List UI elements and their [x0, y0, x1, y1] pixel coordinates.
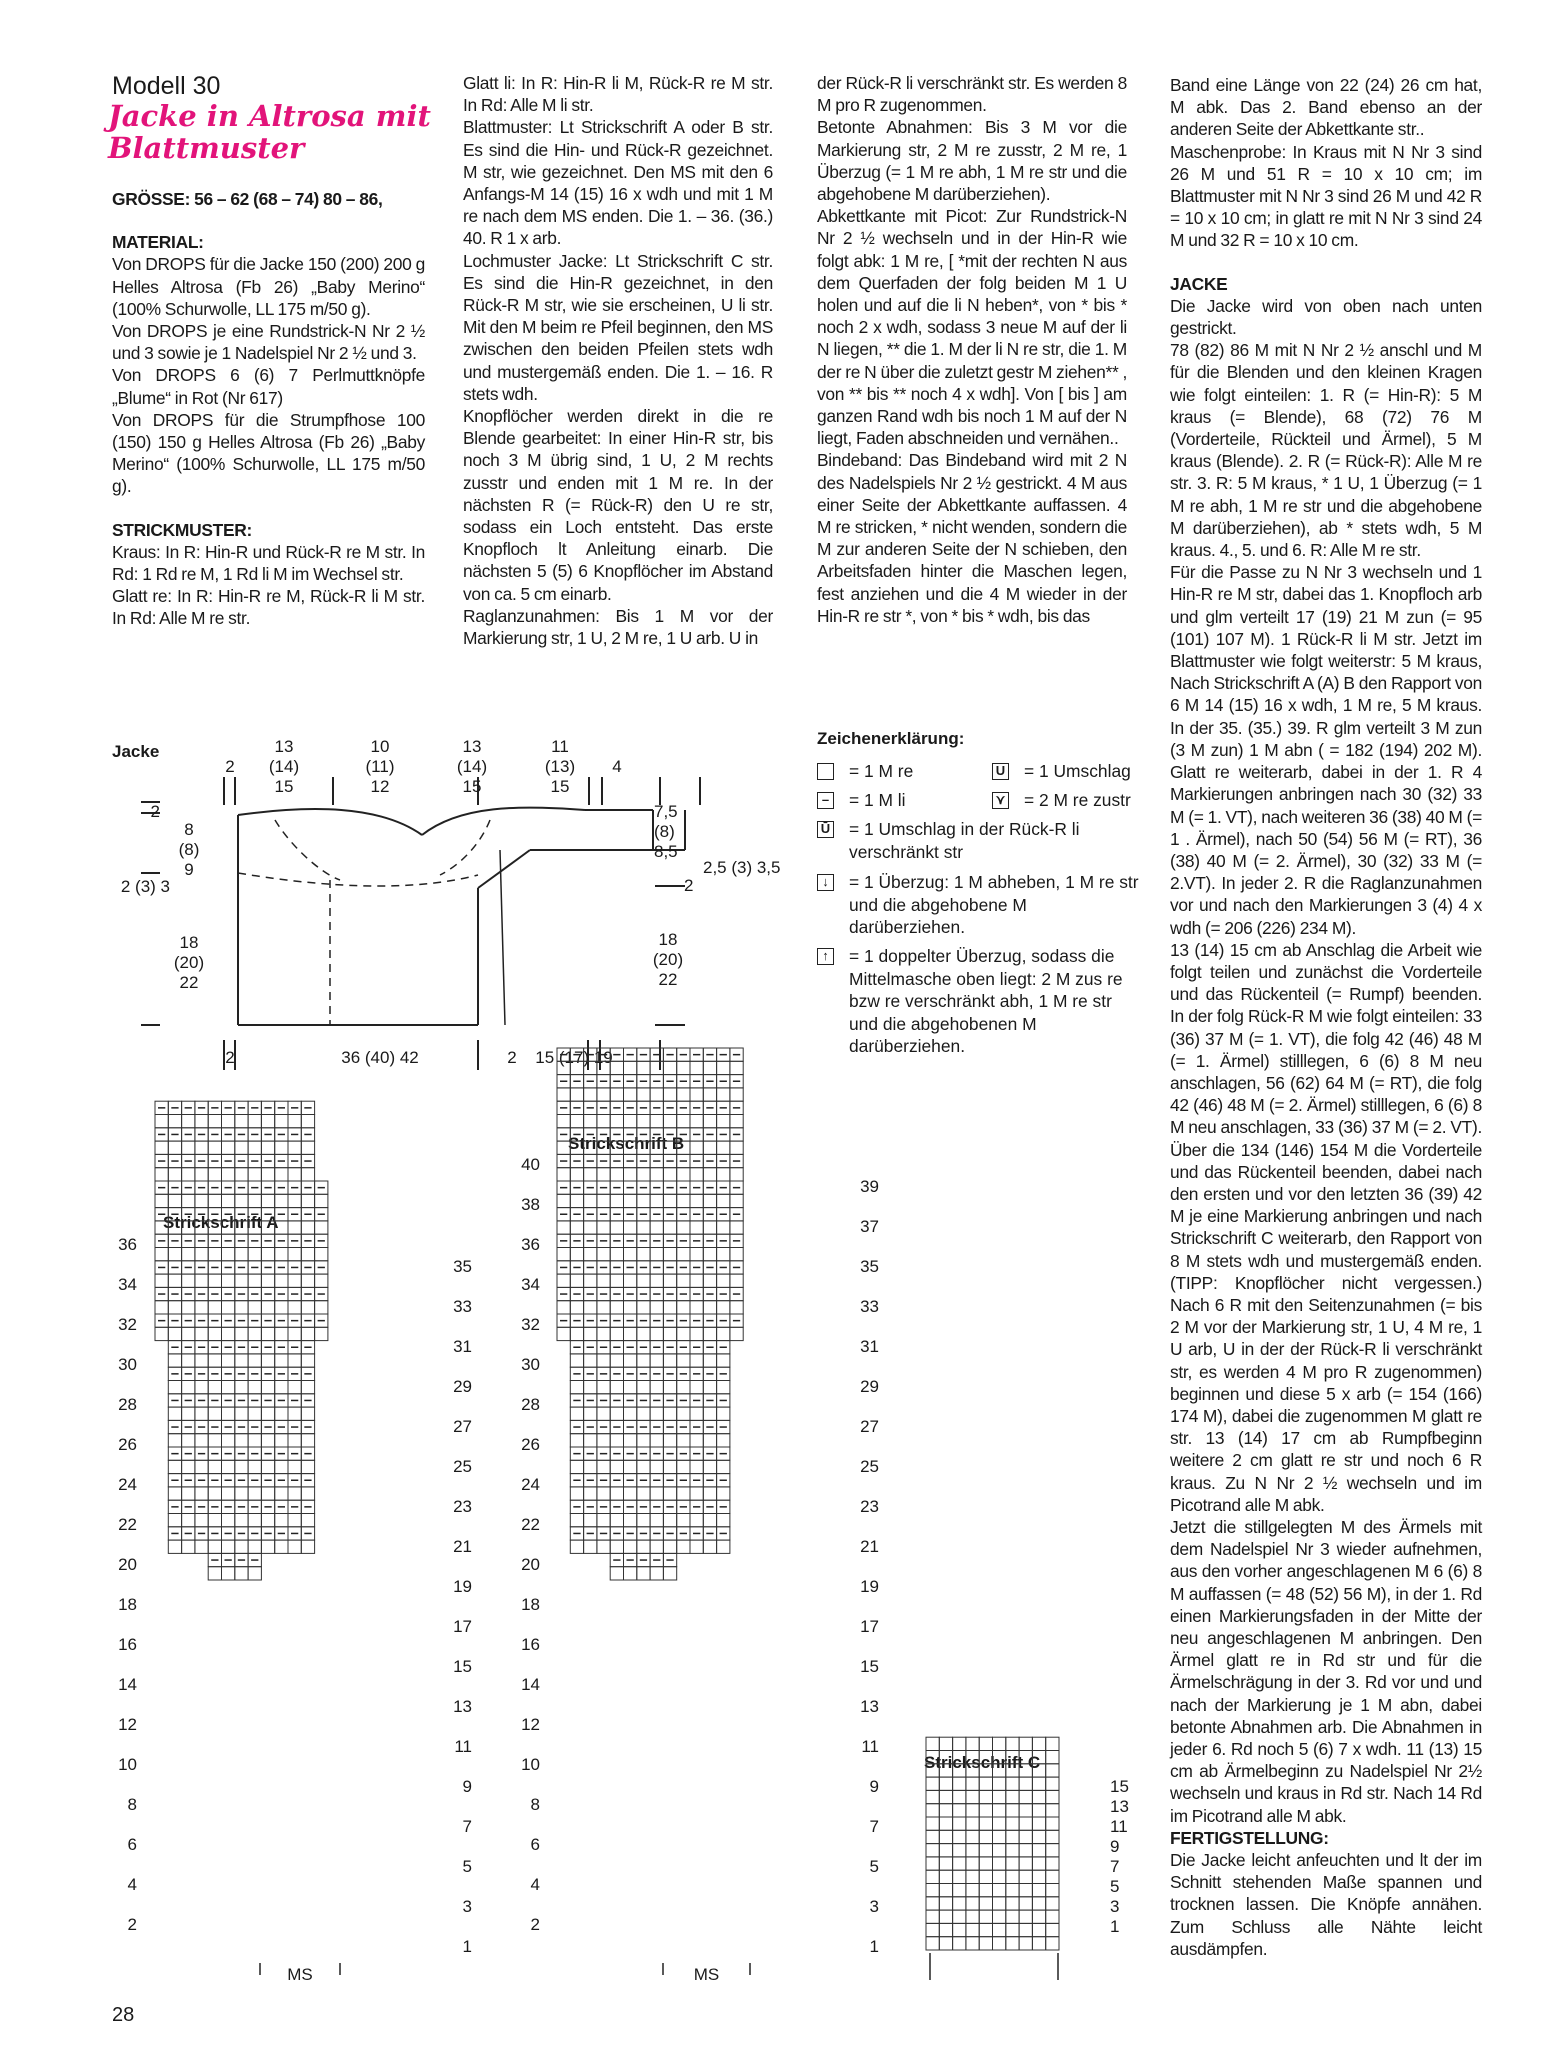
paragraph: Von DROPS für die Strumpfhose 100 (150) 150 g Helles Altrosa (Fb 26) „Baby Merino“ (100% Schurwolle, LL 175 m/50 g). [112, 409, 425, 497]
chart-row-number: 40 [521, 1155, 540, 1174]
chart-row-number: 32 [521, 1315, 540, 1334]
chart-row-number: 25 [453, 1457, 472, 1476]
legend-item-text: = 1 Umschlag in der Rück-R li verschränkt str [849, 819, 1080, 862]
paragraph: Bindeband: Das Bindeband wird mit 2 N des Nadelspiels Nr 2 ½ gestrickt. 4 M aus einer Seite der Abkettkante auffassen. 4 M re stricken, * nicht wenden, sondern die M zur anderen Seite der N schieben, den Arbeitsfaden hinter die Maschen legen, fest anziehen und die 4 M wieder in der Hin-R re str *, von * bis * wdh, bis das [817, 450, 1127, 626]
measurement-label: 2 [684, 876, 694, 895]
ms-label: MS [287, 1965, 313, 1984]
paragraph: Abkettkante mit Picot: Zur Rundstrick-N Nr 2 ½ wechseln und in der Hin-R wie folgt abk: 1 M re, [ *mit der rechten N aus dem Querfaden der folg beiden M 1 U holen und auf die li N heben*, von * bis * noch 2 x wdh, sodass 3 neue M auf der li N liegen, ** die 1. M der li N re str, die 1. M der re N über die zuletzt gestr M ziehen** , von ** bis ** noch 4 x wdh]. Von [ bis ] am ganzen Rand wdh bis noch 1 M auf der N liegt, Faden abschneiden und vernähen.. [817, 206, 1127, 449]
model-number: Modell 30 [112, 72, 221, 100]
paragraph: Glatt re: In R: Hin-R re M, Rück-R li M str. In Rd: Alle M re str. [112, 586, 425, 629]
chart-row-number: 38 [521, 1195, 540, 1214]
chart-row-number: 33 [453, 1297, 472, 1316]
chart-a-title: Strickschrift A [163, 1213, 279, 1232]
chart-row-number: 33 [860, 1297, 879, 1316]
chart-row-number: 7 [869, 1817, 879, 1836]
chart-row-number: 35 [860, 1257, 879, 1276]
chart-row-number: 19 [860, 1577, 879, 1596]
legend-item-text: = 1 Überzug: 1 M abheben, 1 M re str und die abgehobene M darüberziehen. [849, 872, 1139, 937]
paragraph: STRICKMUSTER: [112, 519, 253, 540]
measurement-label: 10 (11) 12 [365, 737, 395, 796]
chart-row-number: 14 [521, 1675, 540, 1694]
chart-row-number: 32 [118, 1315, 137, 1334]
paragraph: der Rück-R li verschränkt str. Es werden 8 M pro R zugenommen. [817, 73, 1127, 116]
chart-row-number: 12 [118, 1715, 137, 1734]
title-line-2: Blattmuster [108, 131, 305, 165]
paragraph: Von DROPS für die Jacke 150 (200) 200 g Helles Altrosa (Fb 26) „Baby Merino“ (100% Schurwolle, LL 175 m/50 g). [112, 254, 425, 319]
chart-row-number: 5 [1110, 1877, 1120, 1896]
chart-row-number: 9 [869, 1777, 879, 1796]
chart-row-number: 26 [521, 1435, 540, 1454]
chart-row-number: 1 [1110, 1917, 1120, 1936]
chart-c-grid [926, 1737, 1059, 1950]
chart-row-number: 11 [861, 1737, 879, 1756]
measurement-label: 13 (14) 15 [456, 737, 488, 796]
paragraph: FERTIGSTELLUNG: [1170, 1827, 1329, 1848]
chart-row-number: 29 [453, 1377, 472, 1396]
paragraph: 78 (82) 86 M mit N Nr 2 ½ anschl und M für die Blenden und den kleinen Kragen wie folgt einteilen: 1. R (= Hin-R): 5 M kraus (= Blende), 68 (72) 76 M (Vorderteile, Rückteil und Ärmel), 5 M kraus (Blende). 2. R (= Rück-R): Alle M re str. 3. R: 5 M kraus, * 1 U, 1 Überzug (= 1 M re abh, 1 M re str und die abgehobene M darüberziehen), ab * stets wdh, 5 M kraus. 4., 5. und 6. R: Alle M re str. [1170, 340, 1482, 561]
paragraph: Von DROPS 6 (6) 7 Perlmuttknöpfe „Blume“ in Rot (Nr 617) [112, 365, 425, 408]
paragraph: GRÖSSE: 56 – 62 (68 – 74) 80 – 86, [112, 189, 383, 209]
chart-row-number: 15 [453, 1657, 472, 1676]
chart-row-number: 27 [860, 1417, 879, 1436]
chart-row-number: 23 [860, 1497, 879, 1516]
measurement-label: 4 [612, 757, 622, 776]
chart-row-number: 14 [118, 1675, 137, 1694]
measurement-label: 13 (14) 15 [268, 737, 300, 796]
chart-row-number: 7 [1110, 1857, 1120, 1876]
measurement-label: 2 [507, 1048, 517, 1067]
chart-row-number: 17 [453, 1617, 472, 1636]
chart-row-number: 7 [462, 1817, 472, 1836]
chart-row-number: 18 [118, 1595, 137, 1614]
measurement-label: 2 [225, 757, 235, 776]
chart-row-number: 25 [860, 1457, 879, 1476]
measurement-label: 36 (40) 42 [341, 1048, 419, 1067]
chart-row-number: 11 [454, 1737, 472, 1756]
measurement-label: 18 (20) 22 [173, 933, 205, 992]
chart-row-number: 16 [118, 1635, 137, 1654]
chart-row-number: 13 [453, 1697, 472, 1716]
chart-row-number: 6 [530, 1835, 540, 1854]
chart-row-number: 12 [521, 1715, 540, 1734]
chart-row-number: 26 [118, 1435, 137, 1454]
paragraph: Für die Passe zu N Nr 3 wechseln und 1 Hin-R re M str, dabei das 1. Knopfloch arb und glm verteilt 17 (19) 21 M zun (= 95 (101) 107 M). 1 Rück-R li M str. Jetzt im Blattmuster wie folgt weiterstr: 5 M kraus, Nach Strickschrift A (A) B den Rapport von 6 M 14 (15) 16 x wdh, 1 M re, 5 M kraus. In der 35. (35.) 39. R glm verteilt 3 M zun (3 M zun) 1 M abn ( = 182 (194) 202 M). Glatt re weiterarb, dabei in der 1. R 4 Markierungen anbringen nach 30 (32) 33 M (= 1. VT), nach weiteren 36 (38) 40 M (= 1 . Ärmel), nach 50 (54) 56 M (= RT), 36 (38) 40 M (= 2. Ärmel), 30 (32) 33 M (= 2.VT). In jeder 2. R die Raglanzunahmen vor und nach den Markierungen 3 (4) 4 x wdh (= 206 (226) 234 M). [1170, 562, 1482, 938]
paragraph: 13 (14) 15 cm ab Anschlag die Arbeit wie folgt teilen und zunächst die Vorderteile und das Rückenteil (= Rumpf) beenden. In der folg Rück-R M wie folgt einteilen: 33 (36) 37 M (= 1. VT), die folg 42 (46) 48 M (= 1. Ärmel) stilllegen, 6 (6) 8 M neu anschlagen, 56 (62) 64 M (= RT), die folg 42 (46) 48 M (= 2. Ärmel) stilllegen, 6 (6) 8 M neu anschlagen, 33 (36) 37 M (= 2. VT). Über die 134 (146) 154 M die Vorderteile und das Rückenteil beenden, dabei nach den ersten und vor den letzten 36 (39) 42 M je eine Markierung anbringen und nach Strickschrift C weiterarb, den Rapport von 8 M stets wdh und mustergemäß enden. (TIPP: Knopflöcher nicht vergessen.) Nach 6 R mit den Seitenzunahmen (= bis 2 M vor der Markierung str, 1 U, 4 M re, 1 U arb, U in der der Rück-R li verschränkt str, es werden 4 M pro R zugenommen) beginnen und diese 5 x arb (= 154 (166) 174 M), dabei die zugenommen M glatt re str. 13 (14) 17 cm ab Rumpfbeginn weitere 2 cm glatt re str und noch 6 R kraus. Zu N Nr 2 ½ wechseln und im Picotrand alle M abk. [1170, 939, 1482, 1515]
chart-row-number: 15 [860, 1657, 879, 1676]
paragraph: Die Jacke leicht anfeuchten und lt der im Schnitt stehenden Maße spannen und trocknen lassen. Die Knöpfe annähen. Zum Schluss alle Nähte leicht ausdämpfen. [1170, 1850, 1482, 1959]
chart-row-number: 6 [127, 1835, 137, 1854]
chart-row-number: 21 [453, 1537, 472, 1556]
title-line-1: Jacke in Altrosa mit [108, 99, 431, 133]
measurement-label: 18 (20) 22 [652, 930, 684, 989]
chart-row-number: 29 [860, 1377, 879, 1396]
ms-label: MS [693, 1965, 720, 1984]
paragraph: Lochmuster Jacke: Lt Strickschrift C str. Es sind die Hin-R gezeichnet, in den Rück-R M str, wie sie erscheinen, U li str. Mit den M beim re Pfeil beginnen, den MS zwischen den beiden Pfeilen stets wdh und mustergemäß enden. Die 1. – 16. R stets wdh. [463, 250, 773, 404]
chart-row-number: 28 [521, 1395, 540, 1414]
chart-row-number: 5 [869, 1857, 879, 1876]
legend-item-text: = 1 M li [849, 790, 906, 810]
chart-row-number: 10 [118, 1755, 137, 1774]
measurement-label: 2 (3) 3 [120, 877, 170, 896]
chart-row-number: 23 [453, 1497, 472, 1516]
chart-row-number: 3 [1110, 1897, 1120, 1916]
legend-item-text: = 1 doppelter Überzug, sodass die Mittelmasche oben liegt: 2 M zus re bzw re verschränkt abh, 1 M re str und die abgehobenen M darüberziehen. [849, 946, 1123, 1056]
legend-item-text: = 1 Umschlag [1024, 761, 1131, 781]
chart-row-number: 28 [118, 1395, 137, 1414]
chart-row-number: 2 [530, 1915, 540, 1934]
u-square-icon: U [992, 763, 1009, 780]
knit2tog-square-icon: ⋎ [992, 792, 1009, 809]
twisted-u-square-icon: Ū [817, 821, 834, 838]
chart-row-number: 31 [453, 1337, 472, 1356]
chart-row-number: 17 [860, 1617, 879, 1636]
paragraph: Knopflöcher werden direkt in die re Blende gearbeitet: In einer Hin-R str, bis noch 3 M übrig sind, 1 U, 2 M rechts zusstr und enden mit 1 M re. In der nächsten R (= Rück-R) den U re str, sodass ein Loch entsteht. Das erste Knopfloch lt Anleitung einarb. Die nächsten 5 (5) 6 Knopflöcher im Abstand von ca. 5 cm einarb. [463, 406, 773, 604]
chart-row-number: 35 [453, 1257, 472, 1276]
chart-row-number: 13 [1110, 1797, 1129, 1816]
paragraph: Band eine Länge von 22 (24) 26 cm hat, M abk. Das 2. Band ebenso an der anderen Seite der Abkettkante str.. [1170, 75, 1482, 140]
measurement-label: 2,5 (3) 3,5 [703, 858, 781, 877]
chart-row-number: 31 [860, 1337, 879, 1356]
chart-row-number: 11 [1110, 1817, 1128, 1836]
chart-row-number: 18 [521, 1595, 540, 1614]
chart-row-number: 34 [118, 1275, 137, 1294]
chart-row-number: 36 [521, 1235, 540, 1254]
chart-a-grid [155, 1101, 328, 1580]
chart-row-number: 13 [860, 1697, 879, 1716]
chart-row-number: 15 [1110, 1777, 1129, 1796]
chart-row-number: 19 [453, 1577, 472, 1596]
measurement-label: 15 (17) 19 [535, 1048, 613, 1067]
paragraph: Betonte Abnahmen: Bis 3 M vor die Markierung str, 2 M re zusstr, 2 M re, 1 Überzug (= 1 M re abh, 1 M re str und die abgehobene M darüberziehen). [817, 117, 1127, 205]
down-arrow-square-icon: ↓ [817, 874, 834, 891]
legend-item-text: = 1 M re [849, 761, 914, 781]
paragraph: Glatt li: In R: Hin-R li M, Rück-R re M str. In Rd: Alle M li str. [463, 73, 773, 116]
chart-row-number: 27 [453, 1417, 472, 1436]
chart-row-number: 9 [462, 1777, 472, 1796]
chart-row-number: 8 [127, 1795, 137, 1814]
dash-square-icon: – [817, 792, 834, 809]
chart-row-number: 3 [462, 1897, 472, 1916]
paragraph: Jetzt die stillgelegten M des Ärmels mit dem Nadelspiel Nr 3 wieder aufnehmen, aus den vorher angeschlagenen M 6 (6) 8 M auffassen (= 48 (52) 56 M), in der 1. Rd einen Markierungsfaden in der Mitte der neu angeschlagenen M anbringen. Den Ärmel glatt re in Rd str und für die Ärmelschrägung in der 3. Rd vor und und nach der Markierung je 1 M abn, dabei betonte Abnahmen arb. Die Abnahmen in jeder 6. Rd noch 5 (6) 7 x wdh. 11 (13) 15 cm ab Ärmelbeginn zu Nadelspiel Nr 2½ wechseln und kraus in Rd str. Nach 14 Rd im Picotrand alle M abk. [1170, 1517, 1482, 1826]
measurement-label: 2 [150, 802, 160, 821]
chart-row-number: 30 [521, 1355, 540, 1374]
chart-row-number: 21 [860, 1537, 879, 1556]
measurement-label: 2 [225, 1048, 235, 1067]
legend-title: Zeichenerklärung: [817, 729, 965, 748]
chart-row-number: 3 [869, 1897, 879, 1916]
paragraph: Raglanzunahmen: Bis 1 M vor der Markierung str, 1 U, 2 M re, 1 U arb. U in [463, 605, 773, 649]
chart-c-title: Strickschrift C [924, 1753, 1041, 1772]
chart-row-number: 4 [530, 1875, 540, 1894]
chart-row-number: 24 [118, 1475, 137, 1494]
chart-row-number: 37 [860, 1217, 879, 1236]
paragraph: Die Jacke wird von oben nach unten gestrickt. [1170, 295, 1482, 339]
page-number: 28 [112, 2004, 135, 2026]
chart-row-number: 1 [462, 1937, 472, 1956]
chart-row-number: 36 [118, 1235, 137, 1254]
measurement-label: 8 (8) 9 [178, 820, 200, 879]
paragraph: Kraus: In R: Hin-R und Rück-R re M str. In Rd: 1 Rd re M, 1 Rd li M im Wechsel str. [112, 541, 425, 585]
paragraph: Von DROPS je eine Rundstrick-N Nr 2 ½ und 3 sowie je 1 Nadelspiel Nr 2 ½ und 3. [112, 321, 425, 364]
jacke-label: Jacke [112, 742, 160, 761]
chart-row-number: 1 [869, 1937, 879, 1956]
chart-b-title: Strickschrift B [568, 1134, 685, 1153]
chart-row-number: 24 [521, 1475, 540, 1494]
chart-row-number: 20 [521, 1555, 540, 1574]
chart-row-number: 22 [521, 1515, 540, 1534]
chart-row-number: 8 [530, 1795, 540, 1814]
chart-row-number: 34 [521, 1275, 540, 1294]
chart-row-number: 30 [118, 1355, 137, 1374]
chart-row-number: 20 [118, 1555, 137, 1574]
chart-row-number: 10 [521, 1755, 540, 1774]
paragraph: Maschenprobe: In Kraus mit N Nr 3 sind 26 M und 51 R = 10 x 10 cm; im Blattmuster mit N Nr 3 sind 26 M und 42 R = 10 x 10 cm; in glatt re mit N Nr 3 sind 24 M und 32 R = 10 x 10 cm. [1170, 141, 1482, 251]
paragraph: JACKE [1170, 273, 1228, 294]
measurement-label: 11 (13) 15 [544, 737, 576, 796]
chart-row-number: 22 [118, 1515, 137, 1534]
paragraph: MATERIAL: [112, 232, 204, 253]
chart-row-number: 39 [860, 1177, 879, 1196]
up-arrow-square-icon: ↑ [817, 948, 834, 965]
paragraph: Blattmuster: Lt Strickschrift A oder B str. Es sind die Hin- und Rück-R gezeichnet. M str, wie gezeichnet. Den MS mit den 6 Anfangs-M 14 (15) 16 x wdh und mit 1 M re nach dem MS enden. Die 1. – 36. (36.) 40. R 1 x arb. [463, 117, 773, 249]
chart-row-number: 9 [1110, 1837, 1120, 1856]
legend-item-text: = 2 M re zustr [1024, 790, 1131, 810]
chart-row-number: 5 [462, 1857, 472, 1876]
chart-row-number: 16 [521, 1635, 540, 1654]
chart-b-grid [557, 1048, 743, 1580]
measurement-label: 7,5 (8) 8,5 [654, 802, 678, 861]
chart-row-number: 4 [127, 1875, 137, 1894]
chart-row-number: 2 [127, 1915, 137, 1934]
